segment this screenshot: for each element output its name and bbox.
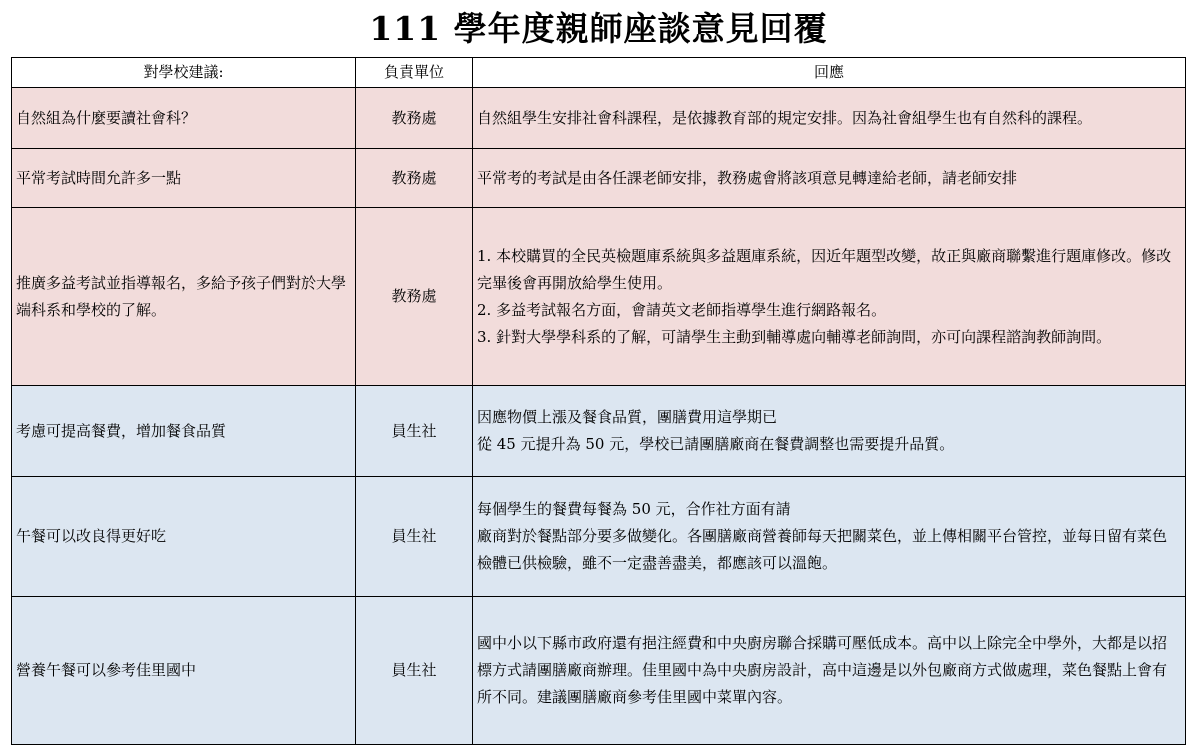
unit-cell: 教務處 (356, 88, 473, 149)
response-text: 1. 本校購買的全民英檢題庫系統與多益題庫系統，因近年題型改變，故正與廠商聯繫進行題庫修改。修改完畢後會再開放給學生使用。 (477, 246, 1172, 292)
table-row (12, 476, 1186, 596)
response-text: 因應物價上漲及餐食品質，團膳費用這學期已 (477, 408, 778, 426)
suggestion-cell: 推廣多益考試並指導報名，多給予孩子們對於大學端科系和學校的了解。 (12, 208, 356, 386)
suggestion-cell: 營養午餐可以參考佳里國中 (12, 596, 356, 744)
header-response: 回應 (473, 58, 1186, 88)
response-text: 國中小以下縣市政府還有挹注經費和中央廚房聯合採購可壓低成本。高中以上除完全中學外，大都是以招標方式請團膳廠商辦理。佳里國中為中央廚房設計，高中這邊是以外包廠商方式做處理，菜色餐點上會有所不同。建議團膳廠商參考佳里國中菜單內容。 (477, 633, 1168, 706)
response-table (11, 57, 1186, 745)
table-header-row (12, 58, 1186, 88)
response-text: 從 45 元提升為 50 元，學校已請團膳廠商在餐費調整也需要提升品質。 (477, 435, 955, 453)
unit-cell: 教務處 (356, 149, 473, 208)
suggestion-cell: 平常考試時間允許多一點 (12, 149, 356, 208)
unit-cell: 員生社 (356, 386, 473, 476)
response-text: 廠商對於餐點部分要多做變化。各團膳廠商營養師每天把關菜色，並上傳相關平台管控，並每日留有菜色檢體已供檢驗，雖不一定盡善盡美，都應該可以溫飽。 (477, 526, 1168, 572)
header-suggestion: 對學校建議: (12, 58, 356, 88)
header-unit: 負責單位 (356, 58, 473, 88)
response-text: 每個學生的餐費每餐為 50 元，合作社方面有請 (477, 499, 791, 518)
response-text: 3. 針對大學學科系的了解，可請學生主動到輔導處向輔導老師詢問，亦可向課程諮詢教師詢問。 (477, 327, 1112, 346)
response-text: 2. 多益考試報名方面，會請英文老師指導學生進行網路報名。 (477, 300, 887, 319)
table-row (12, 596, 1186, 744)
page-title: 111 學年度親師座談意見回覆 (369, 9, 828, 48)
response-text: 自然組學生安排社會科課程，是依據教育部的規定安排。因為社會組學生也有自然科的課程。 (477, 108, 1093, 127)
table-row (12, 88, 1186, 149)
response-cell (473, 208, 1186, 386)
unit-cell: 教務處 (356, 208, 473, 386)
response-text: 平常考的考試是由各任課老師安排，教務處會將該項意見轉達給老師，請老師安排 (477, 168, 1018, 187)
response-cell (473, 386, 1186, 476)
unit-cell: 員生社 (356, 596, 473, 744)
response-cell (473, 149, 1186, 208)
suggestion-cell: 午餐可以改良得更好吃 (12, 476, 356, 596)
table-row (12, 386, 1186, 476)
suggestion-cell: 自然組為什麼要讀社會科？ (12, 88, 356, 149)
table-row (12, 149, 1186, 208)
response-cell (473, 596, 1186, 744)
table-row (12, 208, 1186, 386)
response-cell (473, 88, 1186, 149)
response-cell (473, 476, 1186, 596)
unit-cell: 員生社 (356, 476, 473, 596)
suggestion-cell: 考慮可提高餐費，增加餐食品質 (12, 386, 356, 476)
